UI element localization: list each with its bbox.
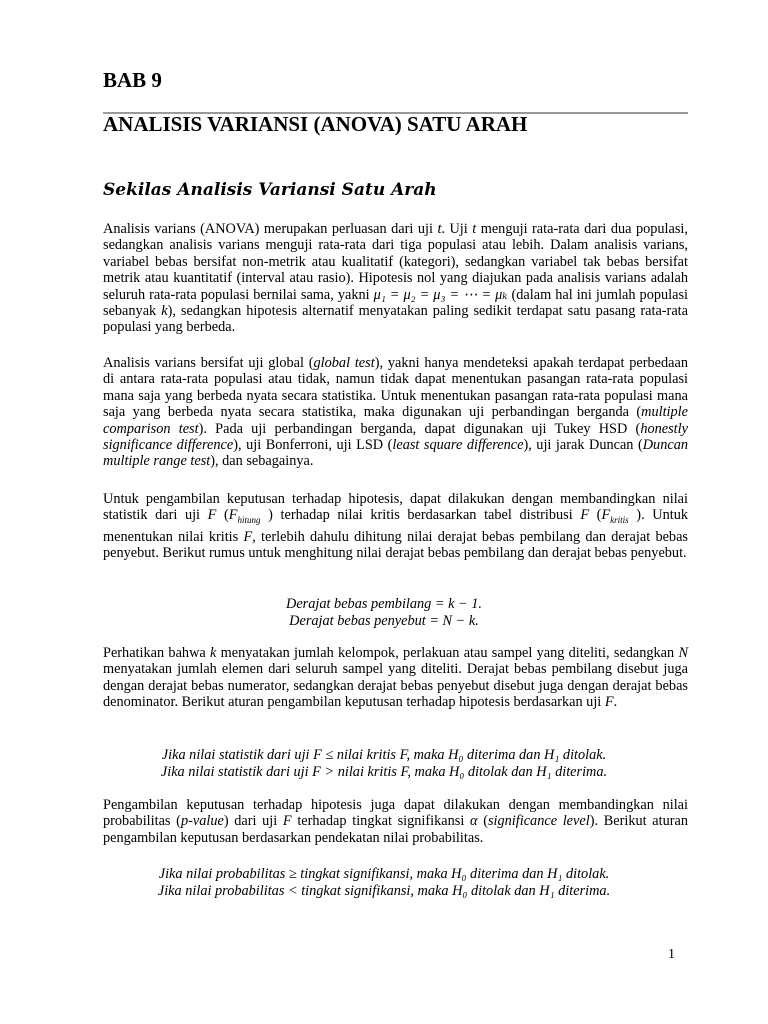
section-subheading: Sekilas Analisis Variansi Satu Arah [103,180,437,200]
paragraph-intro: Analisis varians (ANOVA) merupakan perluasan dari uji t. Uji t menguji rata-rata dari dua populasi, sedangkan analisis varians menguji rata-rata dari tiga populasi atau lebih. Dalam analisis varians, variabel bebas bersifat non-metrik atau kualitatif (kategori), sedangkan variabel tak bebas bersifat metrik atau kuantitatif (interval atau rasio). Hipotesis nol yang diajukan pada analisis varians adalah seluruh rata-rata populasi bernilai sama, yakni μ₁ = μ₂ = μ₃ = ⋯ = μₖ (dalam hal ini jumlah populasi sebanyak k), sedangkan hipotesis alternatif menyatakan paling sedikit terdapat satu pasang rata-rata populasi yang berbeda. [103,221,688,336]
paragraph-decision-f: Untuk pengambilan keputusan terhadap hipotesis, dapat dilakukan dengan membandingkan nilai statistik dari uji F ($F_{hitung}$ ) terhadap nilai kritis berdasarkan tabel distribusi F ($F_{kritis}$ ). Untuk menentukan nilai kritis F, terlebih dahulu dihitung nilai derajat bebas pembilang dan derajat bebas penyebut. Berikut rumus untuk menghitung nilai derajat bebas pembilang dan derajat bebas penyebut. [103,491,688,562]
formula-line: Derajat bebas pembilang = k − 1. [286,596,482,612]
degrees-of-freedom-formula [0,596,768,629]
page-number: 1 [668,947,675,962]
f-test-decision-rules [0,747,768,780]
null-hypothesis-math: μ₁ = μ₂ = μ₃ = ⋯ = μₖ [373,286,508,303]
chapter-heading: BAB 9 [103,68,162,92]
paragraph-notes: Perhatikan bahwa k menyatakan jumlah kelompok, perlakuan atau sampel yang diteliti, sedangkan N menyatakan jumlah elemen dari seluruh sampel yang diteliti. Derajat bebas pembilang disebut juga dengan derajat bebas numerator, sedangkan derajat bebas penyebut disebut juga dengan derajat bebas denominator. Berikut aturan pengambilan keputusan terhadap hipotesis berdasarkan uji F. [103,645,689,711]
formula-line: Derajat bebas penyebut = N − k. [289,612,479,629]
rule-line: Jika nilai statistik dari uji F ≤ nilai kritis F, maka H₀ diterima dan H₁ ditolak. [161,747,607,763]
p-value-decision-rules [0,866,768,899]
rule-line: Jika nilai statistik dari uji F > nilai kritis F, maka H₀ ditolak dan H₁ diterima. [160,763,608,780]
rule-line: Jika nilai probabilitas ≥ tingkat signifikansi, maka H₀ diterima dan H₁ ditolak. [158,866,610,882]
paragraph-p-value: Pengambilan keputusan terhadap hipotesis juga dapat dilakukan dengan membandingkan nilai probabilitas (p-value) dari uji F terhadap tingkat signifikansi α (significance level). Berikut aturan pengambilan keputusan berdasarkan pendekatan nilai probabilitas. [103,797,688,846]
chapter-title: ANALISIS VARIANSI (ANOVA) SATU ARAH [103,112,528,136]
rule-line: Jika nilai probabilitas < tingkat signifikansi, maka H₀ ditolak dan H₁ diterima. [157,882,611,899]
paragraph-global-test: Analisis varians bersifat uji global (global test), yakni hanya mendeteksi apakah terdapat perbedaan di antara rata-rata populasi atau tidak, namun tidak dapat menentukan pasangan rata-rata populasi mana saja yang berbeda nyata secara statistika. Untuk menentukan pasangan rata-rata populasi mana saja yang berbeda nyata secara statistika, maka digunakan uji perbandingan berganda (multiple comparison test). Pada uji perbandingan berganda, dapat digunakan uji Tukey HSD (honestly significance difference), uji Bonferroni, uji LSD (least square difference), uji jarak Duncan (Duncan multiple range test), dan sebagainya. [103,355,688,470]
